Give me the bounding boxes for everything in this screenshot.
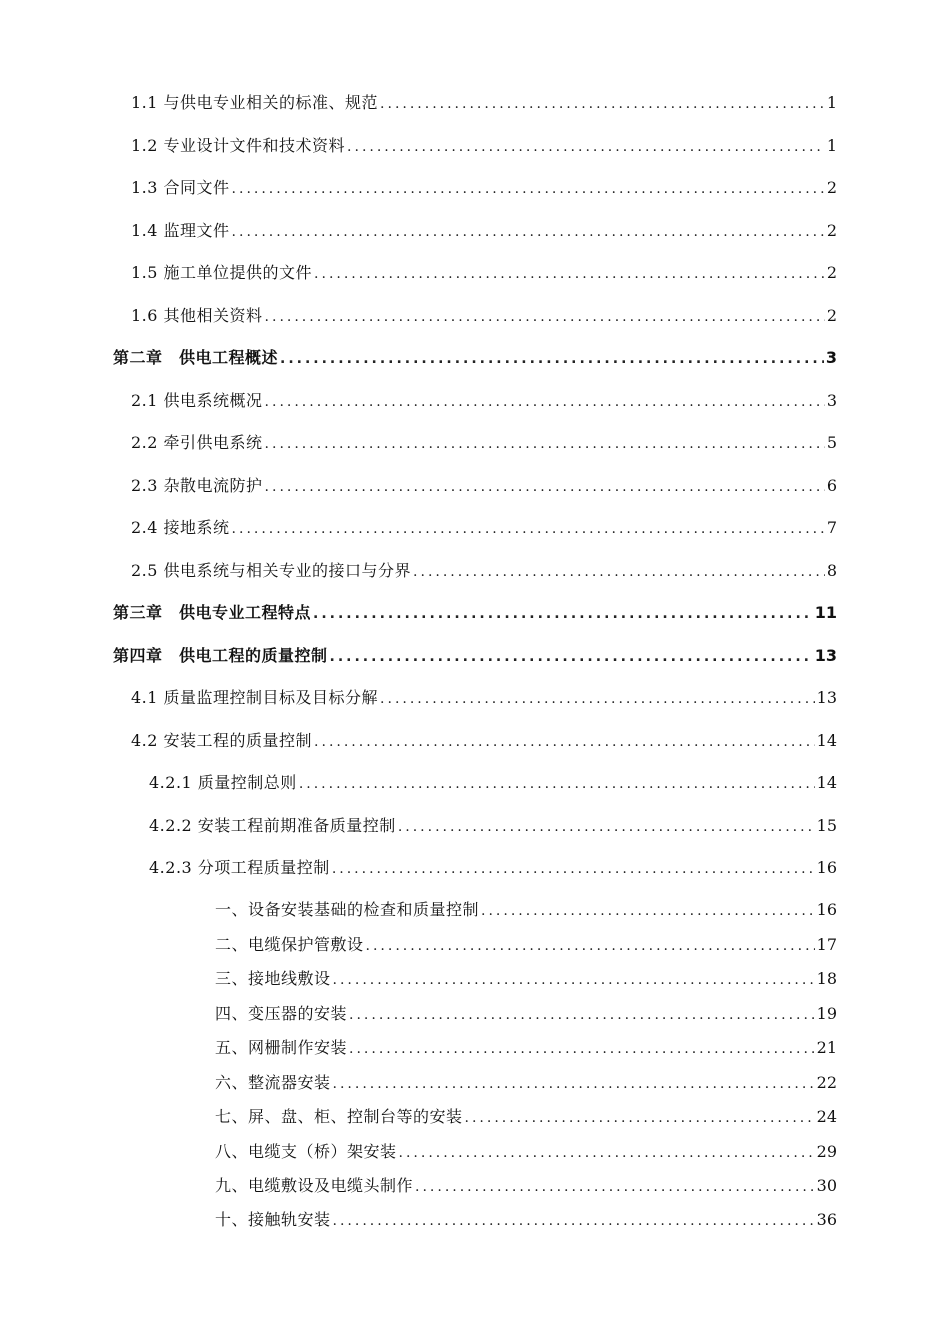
dot-leader <box>314 732 815 752</box>
toc-entry-4-2-1[interactable] <box>149 773 837 794</box>
dot-leader <box>380 94 825 114</box>
dot-leader <box>314 264 825 284</box>
dot-leader <box>366 936 815 956</box>
dot-leader <box>481 901 815 921</box>
dot-leader <box>280 349 824 369</box>
toc-entry-title: 4.2.3 分项工程质量控制 <box>149 858 330 877</box>
toc-entry-page: 14 <box>816 773 837 792</box>
toc-entry-title: 一、设备安装基础的检查和质量控制 <box>215 900 480 919</box>
toc-subitem-3[interactable] <box>215 969 837 990</box>
toc-entry-2-5[interactable] <box>131 561 837 582</box>
toc-entry-title: 九、电缆敷设及电缆头制作 <box>215 1176 414 1195</box>
dot-leader <box>265 477 825 497</box>
toc-entry-page: 22 <box>816 1073 837 1092</box>
toc-subitem-1[interactable] <box>215 900 837 921</box>
toc-entry-1-1[interactable] <box>131 93 837 114</box>
toc-entry-1-4[interactable] <box>131 221 837 242</box>
toc-entry-page: 8 <box>826 561 837 580</box>
toc-subitem-6[interactable] <box>215 1073 837 1094</box>
dot-leader <box>398 817 815 837</box>
toc-chapter-4[interactable] <box>113 646 837 667</box>
toc-subitem-8[interactable] <box>215 1142 837 1163</box>
dot-leader <box>333 970 815 990</box>
dot-leader <box>313 604 813 624</box>
toc-entry-title: 四、变压器的安装 <box>215 1004 348 1023</box>
dot-leader <box>265 392 825 412</box>
toc-entry-title: 1.6 其他相关资料 <box>131 306 263 325</box>
toc-entry-page: 16 <box>816 900 837 919</box>
dot-leader <box>349 1005 815 1025</box>
toc-subitem-2[interactable] <box>215 935 837 956</box>
dot-leader <box>349 1039 815 1059</box>
toc-entry-1-2[interactable] <box>131 136 837 157</box>
dot-leader <box>232 179 825 199</box>
toc-entry-page: 29 <box>816 1142 837 1161</box>
toc-entry-page: 19 <box>816 1004 837 1023</box>
toc-entry-1-5[interactable] <box>131 263 837 284</box>
toc-entry-title: 八、电缆支（桥）架安装 <box>215 1142 397 1161</box>
toc-chapter-2[interactable] <box>113 348 837 369</box>
toc-entry-title: 2.5 供电系统与相关专业的接口与分界 <box>131 561 412 580</box>
toc-entry-title: 2.3 杂散电流防护 <box>131 476 263 495</box>
dot-leader <box>347 137 825 157</box>
toc-entry-page: 7 <box>826 518 837 537</box>
dot-leader <box>299 774 815 794</box>
toc-entry-page: 3 <box>825 348 837 367</box>
toc-entry-title: 七、屏、盘、柜、控制台等的安装 <box>215 1107 463 1126</box>
toc-entry-title: 1.5 施工单位提供的文件 <box>131 263 313 282</box>
toc-entry-2-4[interactable] <box>131 518 837 539</box>
toc-entry-4-1[interactable] <box>131 688 837 709</box>
toc-entry-title: 五、网栅制作安装 <box>215 1038 348 1057</box>
toc-entry-title: 十、接触轨安装 <box>215 1210 331 1229</box>
toc-entry-title: 4.2.1 质量控制总则 <box>149 773 297 792</box>
toc-entry-title: 2.2 牵引供电系统 <box>131 433 263 452</box>
toc-entry-title: 2.1 供电系统概况 <box>131 391 263 410</box>
toc-entry-page: 2 <box>826 263 837 282</box>
toc-entry-1-3[interactable] <box>131 178 837 199</box>
toc-entry-title: 第三章 供电专业工程特点 <box>113 603 312 622</box>
toc-entry-title: 六、整流器安装 <box>215 1073 331 1092</box>
toc-entry-2-1[interactable] <box>131 391 837 412</box>
toc-entry-page: 13 <box>816 688 837 707</box>
toc-entry-title: 1.3 合同文件 <box>131 178 230 197</box>
toc-entry-title: 1.2 专业设计文件和技术资料 <box>131 136 346 155</box>
toc-entry-title: 第二章 供电工程概述 <box>113 348 279 367</box>
toc-entry-page: 11 <box>814 603 837 622</box>
toc-entry-page: 36 <box>816 1210 837 1229</box>
dot-leader <box>465 1108 815 1128</box>
toc-entry-page: 3 <box>826 391 837 410</box>
toc-entry-page: 18 <box>816 969 837 988</box>
toc-entry-page: 6 <box>826 476 837 495</box>
toc-entry-4-2-2[interactable] <box>149 816 837 837</box>
toc-subitem-9[interactable] <box>215 1176 837 1197</box>
toc-entry-page: 13 <box>814 646 837 665</box>
toc-entry-2-2[interactable] <box>131 433 837 454</box>
toc-entry-page: 1 <box>826 93 837 112</box>
toc-entry-title: 4.1 质量监理控制目标及目标分解 <box>131 688 379 707</box>
dot-leader <box>380 689 815 709</box>
toc-subitem-7[interactable] <box>215 1107 837 1128</box>
toc-entry-title: 1.4 监理文件 <box>131 221 230 240</box>
toc-entry-page: 1 <box>826 136 837 155</box>
toc-entry-page: 5 <box>826 433 837 452</box>
toc-entry-4-2-3[interactable] <box>149 858 837 879</box>
toc-entry-title: 4.2 安装工程的质量控制 <box>131 731 313 750</box>
toc-entry-page: 21 <box>816 1038 837 1057</box>
toc-entry-page: 16 <box>816 858 837 877</box>
toc-entry-4-2[interactable] <box>131 731 837 752</box>
toc-entry-2-3[interactable] <box>131 476 837 497</box>
dot-leader <box>415 1177 815 1197</box>
dot-leader <box>265 307 825 327</box>
dot-leader <box>265 434 825 454</box>
toc-subitem-4[interactable] <box>215 1004 837 1025</box>
dot-leader <box>330 647 813 667</box>
dot-leader <box>413 562 825 582</box>
toc-entry-page: 2 <box>826 221 837 240</box>
toc-entry-page: 15 <box>816 816 837 835</box>
toc-subitem-5[interactable] <box>215 1038 837 1059</box>
toc-entry-page: 2 <box>826 178 837 197</box>
toc-entry-page: 24 <box>816 1107 837 1126</box>
toc-entry-title: 4.2.2 安装工程前期准备质量控制 <box>149 816 396 835</box>
dot-leader <box>333 1074 815 1094</box>
dot-leader <box>399 1143 815 1163</box>
dot-leader <box>333 1211 815 1231</box>
toc-subitem-10[interactable] <box>215 1210 837 1231</box>
dot-leader <box>332 859 815 879</box>
toc-entry-1-6[interactable] <box>131 306 837 327</box>
toc-entry-page: 30 <box>816 1176 837 1195</box>
toc-entry-page: 2 <box>826 306 837 325</box>
dot-leader <box>232 519 825 539</box>
toc-entry-title: 1.1 与供电专业相关的标准、规范 <box>131 93 379 112</box>
toc-entry-page: 17 <box>816 935 837 954</box>
toc-entry-title: 二、电缆保护管敷设 <box>215 935 364 954</box>
toc-chapter-3[interactable] <box>113 603 837 624</box>
toc-entry-page: 14 <box>816 731 837 750</box>
toc-entry-title: 第四章 供电工程的质量控制 <box>113 646 328 665</box>
toc-entry-title: 三、接地线敷设 <box>215 969 331 988</box>
toc-entry-title: 2.4 接地系统 <box>131 518 230 537</box>
dot-leader <box>232 222 825 242</box>
